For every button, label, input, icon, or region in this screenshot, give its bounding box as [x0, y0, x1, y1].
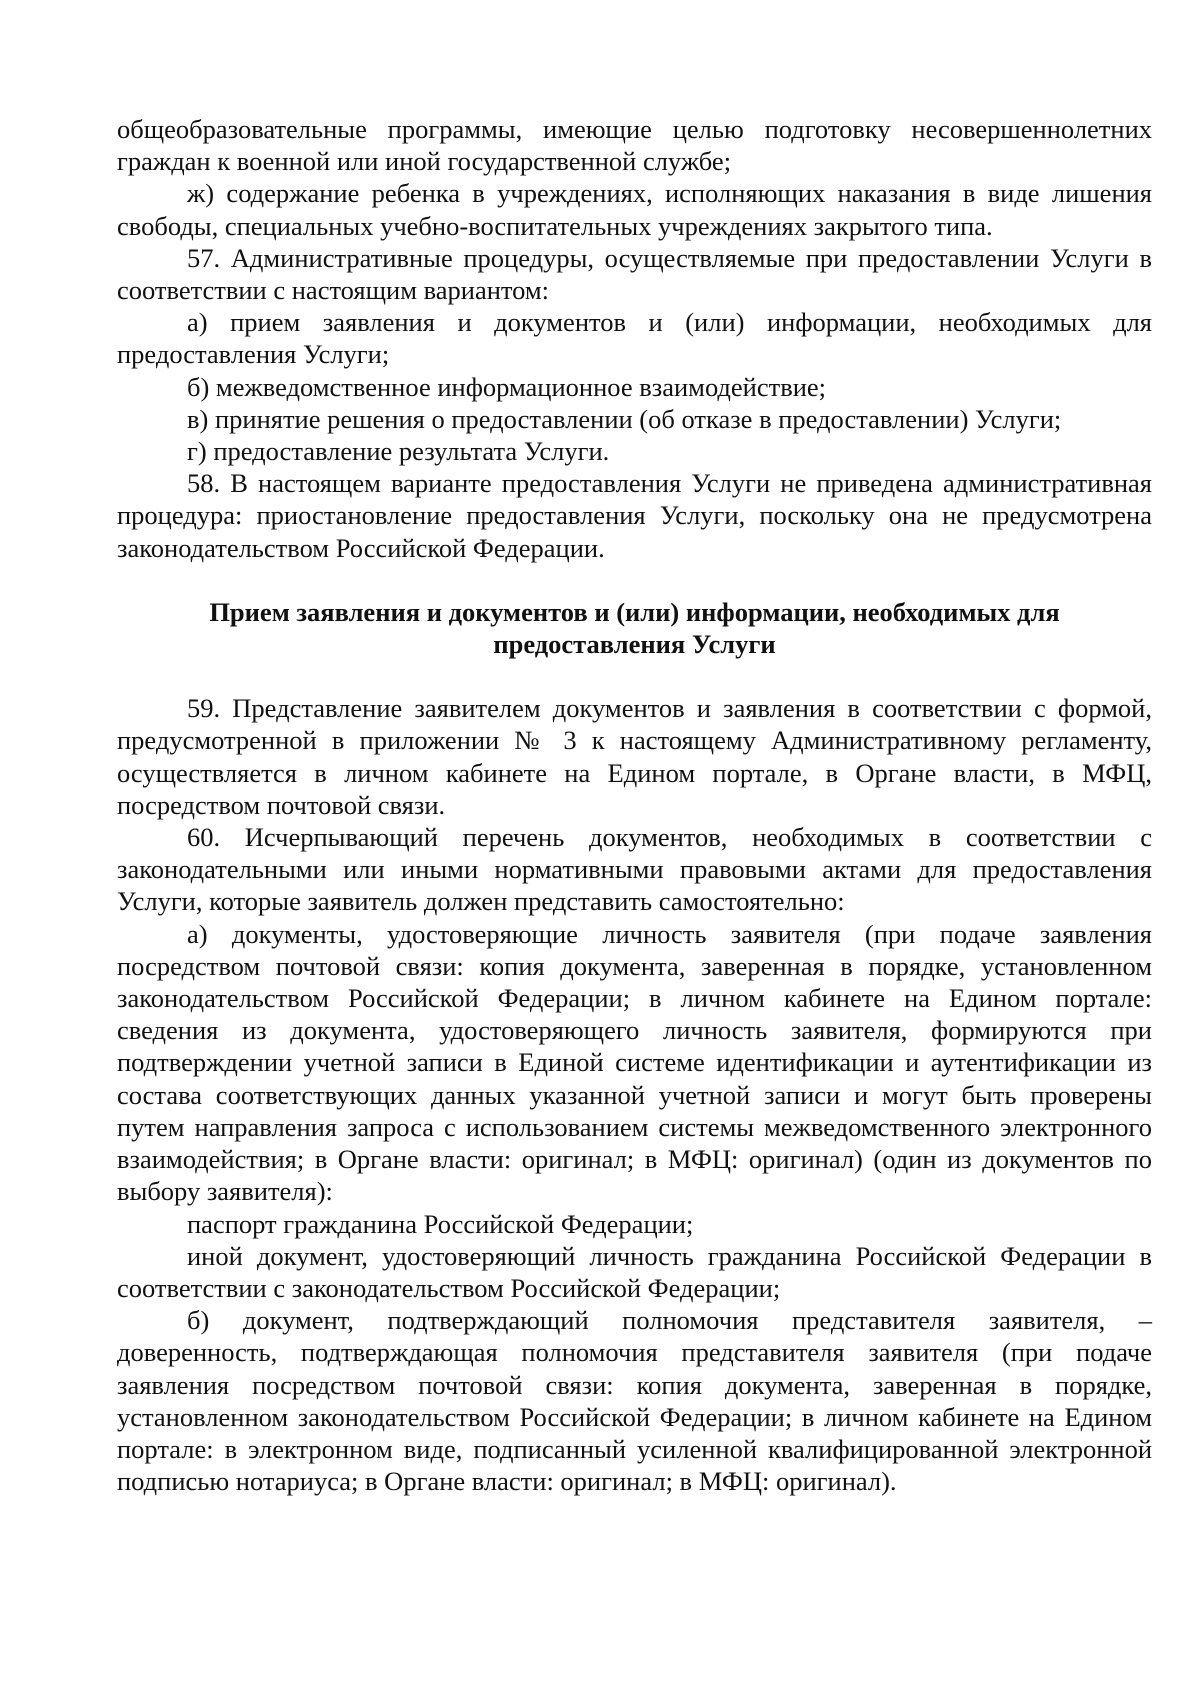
paragraph-57-a: а) прием заявления и документов и (или) информации, необходимых для предоставления Услуги;: [117, 307, 1152, 370]
paragraph-57-v: в) принятие решения о предоставлении (об отказе в предоставлении) Услуги;: [187, 403, 1062, 434]
paragraph-58: 58. В настоящем варианте предоставления Услуги не приведена административная процедура: приостановление предоставления Услуги, поскольку она не предусмотрена законодательством Российской Федерации.: [117, 468, 1152, 563]
paragraph-59: 59. Представление заявителем документов и заявления в соответствии с формой, предусмотренной в приложении № 3 к настоящему Административному регламенту, осуществляется в личном кабинете на Едином портале, в Органе власти, в МФЦ, посредством почтовой связи.: [117, 693, 1152, 820]
section-heading: [117, 596, 1152, 660]
paragraph-60: 60. Исчерпывающий перечень документов, необходимых в соответствии с законодательными или иными нормативными правовыми актами для предоставления Услуги, которые заявитель должен представить самостоятельно:: [117, 822, 1152, 917]
section-heading-line-2: предоставления Услуги: [493, 629, 776, 660]
paragraph-passport: паспорт гражданина Российской Федерации;: [187, 1208, 694, 1239]
paragraph-item-zh: ж) содержание ребенка в учреждениях, исполняющих наказания в виде лишения свободы, специальных учебно-воспитательных учреждениях закрытого типа.: [117, 178, 1152, 241]
paragraph-60-a: а) документы, удостоверяющие личность заявителя (при подаче заявления посредством почтовой связи: копия документа, заверенная в порядке, установленном законодательством Российской Федерации; в личном кабинете на Едином портале: сведения из документа, удостоверяющего личность заявителя, формируются при подтверждении учетной записи в Единой системе идентификации и аутентификации из состава соответствующих данных указанной учетной записи и могут быть проверены путем направления запроса с использованием системы межведомственного электронного взаимодействия; в Органе власти: оригинал; в МФЦ: оригинал) (один из документов по выбору заявителя):: [117, 918, 1152, 1207]
paragraph-57-b: б) межведомственное информационное взаимодействие;: [187, 371, 827, 402]
paragraph-60-b: б) документ, подтверждающий полномочия представителя заявителя, – доверенность, подтверждающая полномочия представителя заявителя (при подаче заявления посредством почтовой связи: копия документа, заверенная в порядке, установленном законодательством Российской Федерации; в личном кабинете на Едином портале: в электронном виде, подписанный усиленной квалифицированной электронной подписью нотариуса; в Органе власти: оригинал; в МФЦ: оригинал).: [117, 1305, 1152, 1497]
paragraph-57-g: г) предоставление результата Услуги.: [187, 436, 610, 467]
paragraph-other-document: иной документ, удостоверяющий личность гражданина Российской Федерации в соответствии с законодательством Российской Федерации;: [117, 1240, 1152, 1303]
section-heading-line-1: Прием заявления и документов и (или) информации, необходимых для: [209, 596, 1060, 627]
document-page: [117, 113, 1152, 1497]
paragraph-continuation: общеобразовательные программы, имеющие целью подготовку несовершеннолетних граждан к военной или иной государственной службе;: [117, 114, 1152, 177]
paragraph-57: 57. Административные процедуры, осуществляемые при предоставлении Услуги в соответствии с настоящим вариантом:: [117, 242, 1152, 306]
